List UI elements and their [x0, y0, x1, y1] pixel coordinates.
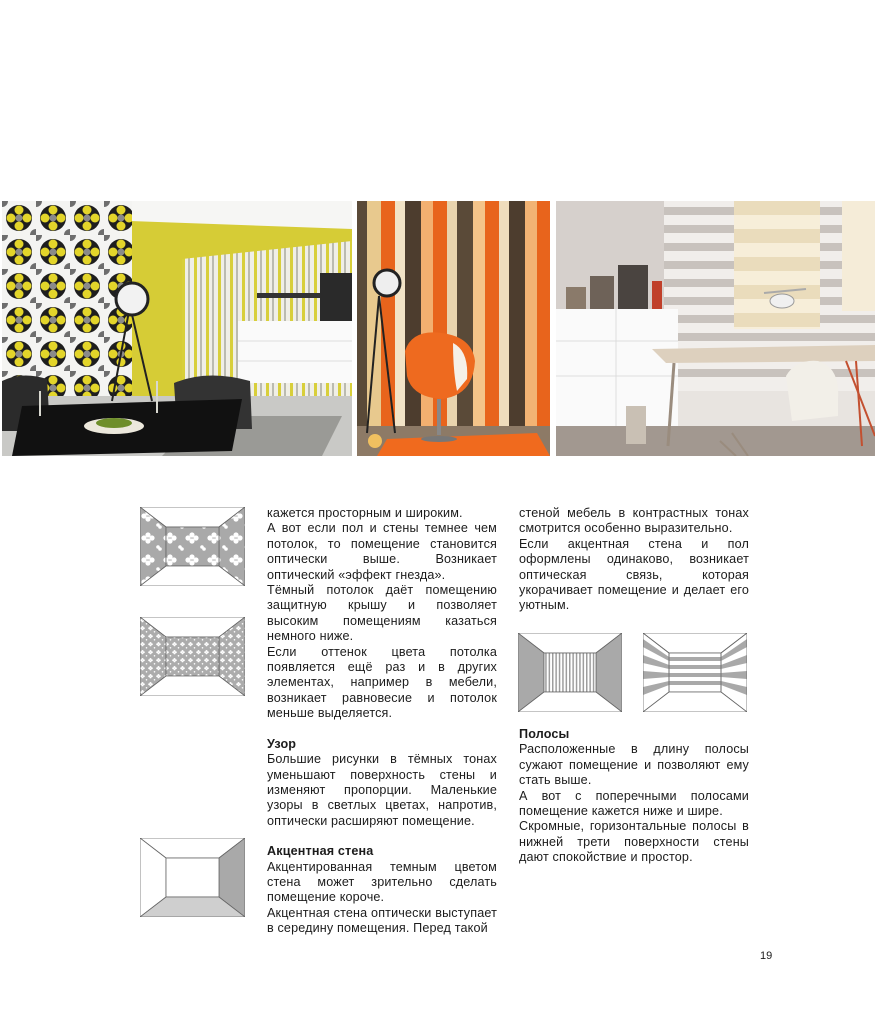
- paragraph: Скромные, горизонтальные полосы в нижней трети поверхности стены дают спокойствие и простор.: [519, 819, 749, 865]
- diagram-room-horizontal-stripes: [643, 633, 747, 712]
- paragraph: Тёмный потолок даёт помещению защитную крышу и позволяет высоким помещениям казаться немного ниже.: [267, 583, 497, 644]
- text-column-right: [519, 506, 749, 614]
- paragraph: Расположенные в длину полосы сужают помещение и позволяют ему стать выше.: [519, 742, 749, 788]
- photo-flower-wallpaper-dining-room: [2, 201, 352, 456]
- paragraph: А вот если пол и стены темнее чем потолок, то помещение становится оптически выше. Возникает оптический «эффект гнезда».: [267, 521, 497, 582]
- heading-stripes: Полосы: [519, 727, 570, 741]
- paragraph: Большие рисунки в тёмных тонах уменьшают поверхность стены и изменяют пропорции. Маленькие узоры в светлых цветах, напротив, оптически расширяют помещение.: [267, 752, 497, 828]
- paragraph: А вот с поперечными полосами помещение кажется ниже и шире.: [519, 788, 749, 819]
- heading-accent-wall: Акцентная стена: [267, 844, 374, 859]
- diagram-room-accent-wall: [140, 838, 245, 917]
- text-column-right-stripes: [519, 727, 749, 866]
- diagram-room-small-pattern: [140, 617, 245, 696]
- paragraph: стеной мебель в контрастных тонах смотрится особенно выразительно.: [519, 506, 749, 536]
- photo-striped-wallpaper-orange-chair: [357, 201, 550, 456]
- photo-horizontal-stripes-office: [556, 201, 875, 456]
- paragraph: Акцентированная темным цветом стена может зрительно сделать помещение короче.: [267, 859, 497, 905]
- text-column-middle: [267, 506, 497, 937]
- diagram-room-large-pattern: [140, 507, 245, 586]
- paragraph: кажется просторным и широким.: [267, 506, 463, 520]
- paragraph: Если акцентная стена и пол оформлены одинаково, возникает оптическая связь, которая укорачивает помещение и делает его уютным.: [519, 536, 749, 613]
- heading-pattern: Узор: [267, 736, 297, 751]
- page-number: 19: [760, 950, 773, 962]
- paragraph: Если оттенок цвета потолка появляется ещё раз и в других элементах, например в мебели, возникает равновесие и потолок меньше выделяется.: [267, 644, 497, 721]
- paragraph: Акцентная стена оптически выступает в середину помещения. Перед такой: [267, 905, 497, 936]
- diagram-room-vertical-stripes: [518, 633, 622, 712]
